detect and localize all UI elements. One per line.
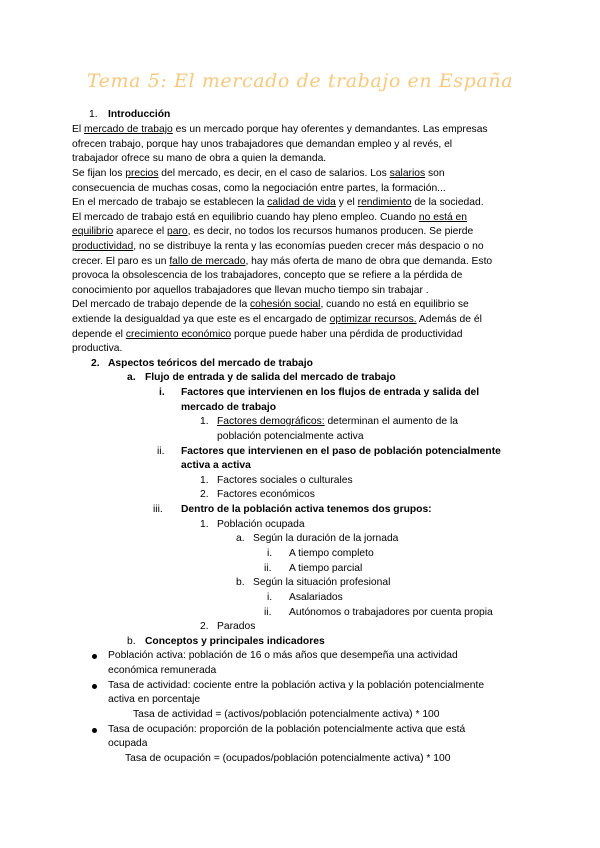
bullet-dot — [92, 728, 97, 733]
bullet-3-formula: Tasa de ocupación = (ocupados/población potencialmente activa) * 100 — [125, 753, 451, 764]
intro-line-6: En el mercado de trabajo se establecen la calidad de vida y el rendimiento de la sociedad. — [72, 197, 484, 208]
item-iii-2-number: 2. — [200, 621, 209, 632]
item-iii-1-a-text: Según la duración de la jornada — [253, 533, 399, 544]
section-1-heading: Introducción — [108, 109, 171, 120]
item-iii-1-b-i-number: i. — [267, 592, 273, 603]
item-iii-1-a-i-number: i. — [267, 548, 273, 559]
item-i-1-line-1: Factores demográficos: determinan el aumento de la — [217, 416, 458, 427]
intro-line-5: consecuencia de muchas cosas, como la negociación entre partes, la formación... — [72, 183, 446, 194]
item-i-number: i. — [159, 387, 165, 398]
bullet-2-line-2: activa en porcentaje — [108, 694, 201, 705]
subsection-a-heading: Flujo de entrada y de salida del mercado de trabajo — [145, 372, 396, 383]
item-iii-1-number: 1. — [200, 519, 209, 530]
subsection-b-number: b. — [127, 636, 136, 647]
intro-line-9: productividad, no se distribuye la renta y las economías pueden crecer más despacio o no — [72, 241, 484, 252]
intro-line-14: extiende la desigualdad ya que este es el encargado de optimizar recursos. Además de él — [72, 314, 482, 325]
intro-line-12: conocimiento por aquellos trabajadores que llevan mucho tiempo sin trabajar . — [72, 285, 429, 296]
item-i-line-1: Factores que intervienen en los flujos de entrada y salida del — [181, 387, 480, 398]
intro-line-11: provoca la obsolescencia de los trabajadores, concepto que se refiere a la pérdida de — [72, 270, 463, 281]
bullet-dot — [92, 654, 97, 659]
item-ii-2-text: Factores económicos — [217, 489, 315, 500]
intro-line-16: productiva. — [72, 343, 123, 354]
bullet-1-line-2: económica remunerada — [108, 665, 217, 676]
item-iii-text: Dentro de la población activa tenemos dos grupos: — [181, 504, 432, 515]
item-ii-1-number: 1. — [200, 475, 209, 486]
item-iii-1-a-i-text: A tiempo completo — [289, 548, 374, 559]
item-iii-1-b-number: b. — [236, 577, 245, 588]
bullet-3-line-1: Tasa de ocupación: proporción de la población potencialmente activa que está — [108, 724, 466, 735]
bullet-3-line-2: ocupada — [108, 738, 148, 749]
section-2-heading: Aspectos teóricos del mercado de trabajo — [108, 358, 313, 369]
item-i-line-2: mercado de trabajo — [181, 402, 276, 413]
bullet-dot — [92, 684, 97, 689]
item-iii-1-b-ii-text: Autónomos o trabajadores por cuenta propia — [289, 607, 493, 618]
intro-line-8: equilibrio aparece el paro, es decir, no todos los recursos humanos producen. Se pierde — [72, 226, 474, 237]
item-iii-1-b-ii-number: ii. — [264, 607, 272, 618]
bullet-2-formula: Tasa de actividad = (activos/población potencialmente activa) * 100 — [133, 709, 440, 720]
intro-line-15: depende el crecimiento económico porque puede haber una pérdida de productividad — [72, 329, 463, 340]
intro-line-2: ofrecen trabajo, porque hay unos trabajadores que demandan empleo y al revés, el — [72, 139, 453, 150]
item-ii-line-2: activa a activa — [181, 460, 251, 471]
item-ii-number: ii. — [157, 446, 165, 457]
intro-line-1: El mercado de trabajo es un mercado porque hay oferentes y demandantes. Las empresas — [72, 124, 488, 135]
item-i-1-number: 1. — [200, 416, 209, 427]
item-iii-1-b-text: Según la situación profesional — [253, 577, 391, 588]
bullet-1-line-1: Población activa: población de 16 o más años que desempeña una actividad — [108, 650, 458, 661]
section-2-number: 2. — [91, 358, 100, 369]
item-i-1-line-2: población potencialmente activa — [217, 431, 364, 442]
item-ii-1-text: Factores sociales o culturales — [217, 475, 353, 486]
item-ii-line-1: Factores que intervienen en el paso de población potencialmente — [181, 446, 501, 457]
intro-line-7: El mercado de trabajo está en equilibrio cuando hay pleno empleo. Cuando no está en — [72, 212, 467, 223]
item-ii-2-number: 2. — [200, 489, 209, 500]
item-iii-1-text: Población ocupada — [217, 519, 305, 530]
subsection-b-heading: Conceptos y principales indicadores — [145, 636, 325, 647]
subsection-a-number: a. — [127, 372, 136, 383]
item-iii-1-a-number: a. — [236, 533, 245, 544]
item-iii-1-a-ii-text: A tiempo parcial — [289, 563, 363, 574]
section-1-number: 1. — [89, 109, 98, 120]
intro-line-3: trabajador ofrece su mano de obra a quien la demanda. — [72, 153, 327, 164]
item-iii-1-b-i-text: Asalariados — [289, 592, 343, 603]
item-iii-1-a-ii-number: ii. — [264, 563, 272, 574]
item-iii-2-text: Parados — [217, 621, 256, 632]
item-iii-number: iii. — [153, 504, 163, 515]
bullet-2-line-1: Tasa de actividad: cociente entre la población activa y la población potencialmente — [108, 680, 485, 691]
intro-line-10: crecer. El paro es un fallo de mercado, hay más oferta de mano de obra que demanda. Esto — [72, 256, 493, 267]
intro-line-4: Se fijan los precios del mercado, es decir, en el caso de salarios. Los salarios son — [72, 168, 445, 179]
intro-line-13: Del mercado de trabajo depende de la cohesión social, cuando no está en equilibrio se — [72, 299, 469, 310]
document-title: Tema 5: El mercado de trabajo en España — [86, 70, 514, 92]
